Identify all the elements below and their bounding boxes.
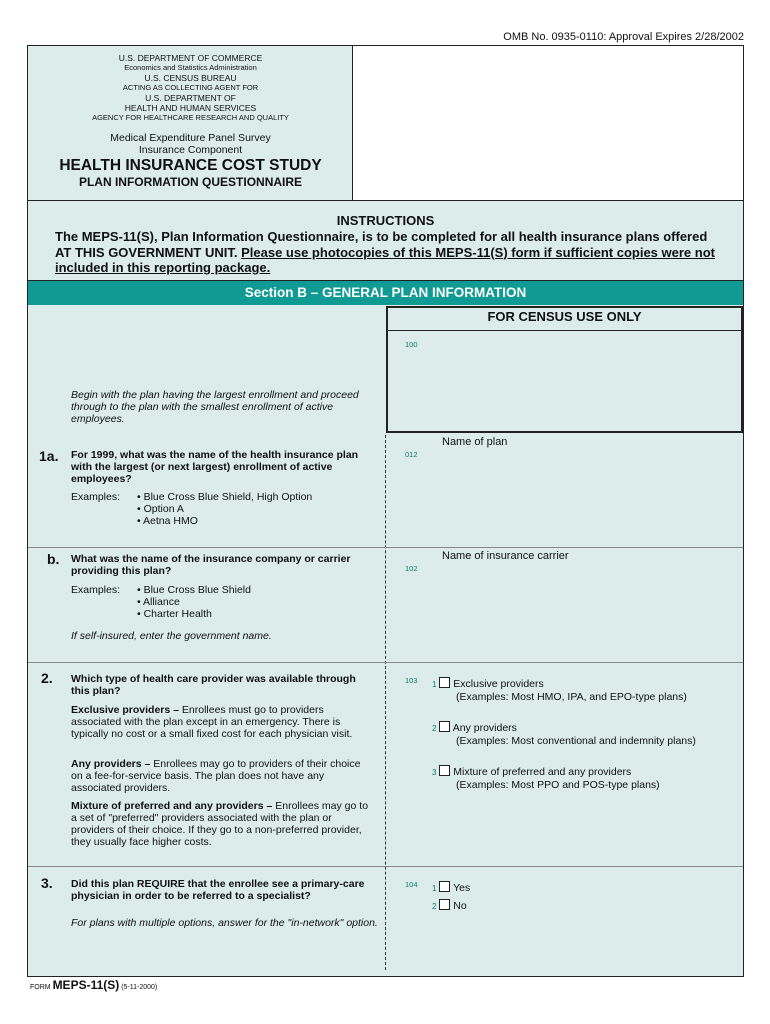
agency-line-1: U.S. DEPARTMENT OF COMMERCE [118, 53, 263, 63]
survey-line-1: Medical Expenditure Panel Survey [110, 132, 271, 144]
q3-option-yes-label: Yes [453, 882, 471, 894]
q1a-code: 012 [405, 450, 418, 459]
q3-option-yes-num: 1 [432, 884, 437, 893]
instructions-text-underlined: Please use photocopies of this MEPS-11(S) form if sufficient copies were not included in this reporting package. [55, 244, 715, 275]
census-title: FOR CENSUS USE ONLY [487, 309, 642, 324]
survey-line-2: Insurance Component [138, 144, 243, 156]
q2-option-3-num: 3 [432, 768, 437, 777]
instructions-text-plain: The MEPS-11(S), Plan Information Questionnaire, is to be completed for all health insurance plans offered AT THIS GOVERNMENT UNIT. [55, 229, 708, 260]
agency-line-7: AGENCY FOR HEALTHCARE RESEARCH AND QUALITY [92, 113, 289, 122]
q1a-number: 1a. [39, 448, 59, 464]
agency-line-3: U.S. CENSUS BUREAU [144, 73, 237, 83]
q3-option-no-num: 2 [432, 902, 437, 911]
agency-line-5: U.S. DEPARTMENT OF [145, 93, 236, 103]
footer-form-name: MEPS-11(S) [52, 978, 120, 992]
q2-option-3-sub: (Examples: Most PPO and POS-type plans) [456, 779, 660, 791]
q2-def-mixture-term: Mixture of preferred and any providers – [71, 800, 273, 812]
q3-number: 3. [41, 875, 53, 891]
agency-line-4: ACTING AS COLLECTING AGENT FOR [122, 83, 259, 92]
q1a-example-2: • Option A [137, 503, 184, 515]
plan-name-label: Name of plan [442, 436, 508, 448]
q2-option-2-sub: (Examples: Most conventional and indemnity plans) [456, 735, 696, 747]
divider [28, 280, 743, 281]
carrier-name-label: Name of insurance carrier [442, 550, 569, 562]
census-code: 100 [405, 340, 418, 349]
form-frame [27, 45, 744, 977]
q1b-code: 102 [405, 564, 418, 573]
q1b-example-3: • Charter Health [137, 608, 212, 620]
q2-option-2-label: Any providers [452, 722, 517, 734]
q1b-text: What was the name of the insurance company or carrier providing this plan? [71, 553, 351, 577]
q2-number: 2. [41, 670, 53, 686]
section-b-header: Section B – GENERAL PLAN INFORMATION [28, 281, 743, 305]
form-subtitle: PLAN INFORMATION QUESTIONNAIRE [78, 175, 303, 189]
q3-text: Did this plan REQUIRE that the enrollee see a primary-care physician in order to be referred to a specialist? [71, 878, 365, 902]
footer-form-label: FORM [30, 984, 51, 991]
q2-def-mixture-text: Enrollees may go to a set of "preferred" providers associated with the plan or providers of their choice. If they go to a non-preferred provider, they usually face higher costs. [71, 800, 369, 848]
q1a-examples-label: Examples: [71, 491, 121, 503]
q2-option-2-num: 2 [432, 724, 437, 733]
q2-option-3-label: Mixture of preferred and any providers [453, 766, 632, 778]
q1b-examples-label: Examples: [71, 584, 121, 596]
q1a-text: For 1999, what was the name of the health insurance plan with the largest (or next largest) enrollment of active employees? [71, 449, 359, 485]
omb-number: OMB No. 0935-0110: Approval Expires 2/28/2002 [503, 31, 744, 43]
agency-line-6: HEALTH AND HUMAN SERVICES [124, 103, 257, 113]
q3-note: For plans with multiple options, answer for the "in-network" option. [71, 917, 378, 929]
q2-def-exclusive-text: Enrollees must go to providers associated with the plan except in an emergency. There is typically no cost or a small fixed cost for each physician visit. [71, 704, 353, 740]
q2-def-exclusive-term: Exclusive providers – [71, 704, 179, 716]
q1b-example-1: • Blue Cross Blue Shield [137, 584, 251, 596]
intro-text: Begin with the plan having the largest enrollment and proceed through to the plan with the smallest enrollment of active employees. [71, 389, 359, 425]
q3-option-no-label: No [453, 900, 467, 912]
q1b-example-2: • Alliance [137, 596, 180, 608]
q1a-example-3: • Aetna HMO [137, 515, 198, 527]
q2-code: 103 [405, 676, 418, 685]
q1b-number: b. [47, 551, 60, 567]
q3-code: 104 [405, 880, 418, 889]
q1a-example-1: • Blue Cross Blue Shield, High Option [137, 491, 313, 503]
footer-form-date: (5-11-2000) [121, 984, 158, 991]
q2-option-1-sub: (Examples: Most HMO, IPA, and EPO-type plans) [456, 691, 687, 703]
form-footer [30, 978, 157, 992]
q2-text: Which type of health care provider was available through this plan? [71, 673, 356, 697]
q2-option-1-label: Exclusive providers [453, 678, 544, 690]
q1b-note: If self-insured, enter the government name. [71, 630, 272, 642]
q2-option-1-num: 1 [432, 680, 437, 689]
q2-def-any-term: Any providers – [71, 758, 151, 770]
instructions-heading: INSTRUCTIONS [336, 213, 435, 228]
q2-def-any-text: Enrollees may go to providers of their choice on a fee-for-service basis. The plan does not have any associated providers. [71, 758, 361, 794]
form-title: HEALTH INSURANCE COST STUDY [59, 157, 322, 174]
agency-line-2: Economics and Statistics Administration [124, 63, 257, 72]
